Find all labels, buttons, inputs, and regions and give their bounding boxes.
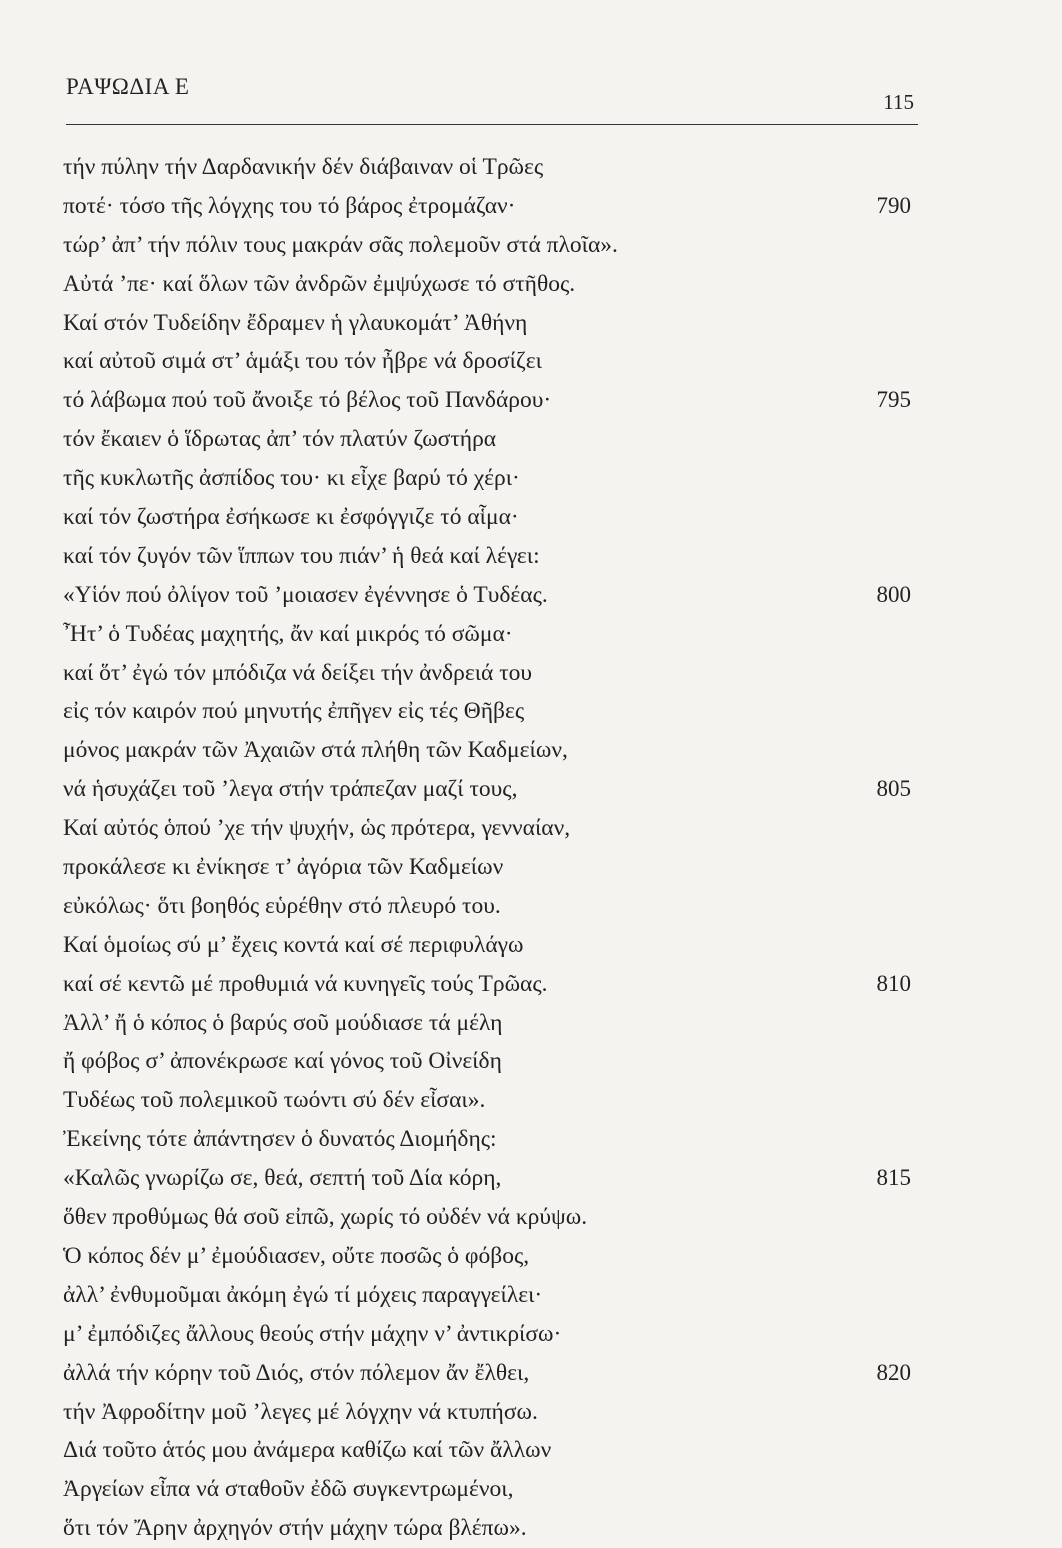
verse-line <box>63 1315 915 1354</box>
verse-text: Αὐτά ’πε· καί ὅλων τῶν ἀνδρῶν ἐμψύχωσε τό στῆθος. <box>63 270 576 297</box>
running-head: ΡΑΨΩΔΙΑ Ε <box>66 74 190 99</box>
verse-text: τήν Ἀφροδίτην μοῦ ’λεγες μέ λόγχην νά κτυπήσω. <box>63 1398 538 1425</box>
verse-text: καί ὅτ’ ἐγώ τόν μπόδιζα νά δείξει τήν ἀνδρειά του <box>63 659 533 686</box>
verse-line <box>63 965 915 1004</box>
verse-text: μόνος μακράν τῶν Ἀχαιῶν στά πλήθη τῶν Καδμείων, <box>63 737 568 764</box>
verse-line <box>63 148 915 187</box>
verse-line <box>63 187 915 226</box>
verse-text: εὐκόλως· ὅτι βοηθός εὑρέθην στό πλευρό του. <box>63 892 501 919</box>
line-number: 820 <box>876 1359 911 1385</box>
verse-line <box>63 381 915 420</box>
verse-text: Καί στόν Τυδείδην ἔδραμεν ἡ γλαυκομάτ’ Ἀθήνη <box>63 309 528 336</box>
verse-line <box>63 342 915 381</box>
verse-line <box>63 926 915 965</box>
verse-line <box>63 731 915 770</box>
verse-line <box>63 265 915 304</box>
verse-text: ἤ φόβος σ’ ἀπονέκρωσε καί γόνος τοῦ Οἰνείδη <box>63 1048 502 1075</box>
verse-line <box>63 1198 915 1237</box>
verse-text: ἀλλά τήν κόρην τοῦ Διός, στόν πόλεμον ἄν ἔλθει, <box>63 1359 530 1386</box>
verse-text: νά ἡσυχάζει τοῦ ’λεγα στήν τράπεζαν μαζί τους, <box>63 776 518 803</box>
page-number: 115 <box>883 90 914 114</box>
verse-text: τόν ἔκαιεν ὁ ἵδρωτας ἀπ’ τόν πλατύν ζωστήρα <box>63 426 497 453</box>
line-number: 790 <box>876 192 911 218</box>
verse-line <box>63 1431 915 1470</box>
verse-line <box>63 809 915 848</box>
verse-line <box>63 1509 915 1548</box>
verse-text: Ἀργείων εἶπα νά σταθοῦν ἐδῶ συγκεντρωμένοι, <box>63 1476 514 1503</box>
verse-line <box>63 1120 915 1159</box>
verse-block <box>63 148 915 1548</box>
verse-line <box>63 1159 915 1198</box>
verse-text: καί αὐτοῦ σιμά στ’ ἁμάξι του τόν ἦβρε νά δροσίζει <box>63 348 542 375</box>
verse-line <box>63 304 915 343</box>
verse-line <box>63 1393 915 1432</box>
verse-text: «Υἱόν πού ὀλίγον τοῦ ’μοιασεν ἐγέννησε ὁ Τυδέας. <box>63 581 548 608</box>
verse-text: καί τόν ζωστήρα ἐσήκωσε κι ἐσφόγγιζε τό αἷμα· <box>63 504 519 531</box>
line-number: 815 <box>876 1165 911 1191</box>
verse-line <box>63 887 915 926</box>
verse-text: Ἐκείνης τότε ἀπάντησεν ὁ δυνατός Διομήδης: <box>63 1126 497 1153</box>
verse-line <box>63 1237 915 1276</box>
verse-line <box>63 848 915 887</box>
verse-text: Ἀλλ’ ἤ ὁ κόπος ὁ βαρύς σοῦ μούδιασε τά μέλη <box>63 1009 503 1036</box>
verse-text: ποτέ· τόσο τῆς λόγχης του τό βάρος ἐτρομάζαν· <box>63 192 516 219</box>
verse-line <box>63 1470 915 1509</box>
verse-text: Τυδέως τοῦ πολεμικοῦ τωόντι σύ δέν εἶσαι». <box>63 1087 486 1114</box>
verse-text: τώρ’ ἀπ’ τήν πόλιν τους μακράν σᾶς πολεμοῦν στά πλοῖα». <box>63 231 618 258</box>
verse-text: «Καλῶς γνωρίζω σε, θεά, σεπτή τοῦ Δία κόρη, <box>63 1165 502 1192</box>
line-number: 800 <box>876 581 911 607</box>
verse-line <box>63 498 915 537</box>
page-header <box>66 62 918 125</box>
verse-line <box>63 615 915 654</box>
verse-line <box>63 420 915 459</box>
verse-text: Ἦτ’ ὁ Τυδέας μαχητής, ἄν καί μικρός τό σῶμα· <box>63 620 513 647</box>
verse-text: ἀλλ’ ἐνθυμοῦμαι ἀκόμη ἐγώ τί μόχεις παραγγείλει· <box>63 1281 543 1308</box>
verse-text: Ὁ κόπος δέν μ’ ἐμούδιασεν, οὔτε ποσῶς ὁ φόβος, <box>63 1242 530 1269</box>
line-number: 810 <box>876 970 911 996</box>
line-number: 795 <box>876 387 911 413</box>
verse-text: εἰς τόν καιρόν πού μηνυτής ἐπῆγεν εἰς τές Θῆβες <box>63 698 525 725</box>
verse-text: Διά τοῦτο ἁτός μου ἀνάμερα καθίζω καί τῶν ἄλλων <box>63 1437 552 1464</box>
verse-text: καί τόν ζυγόν τῶν ἵππων του πιάν’ ἡ θεά καί λέγει: <box>63 542 540 569</box>
verse-line <box>63 654 915 693</box>
verse-text: τῆς κυκλωτῆς ἀσπίδος του· κι εἶχε βαρύ τό χέρι· <box>63 465 520 492</box>
verse-text: Καί αὐτός ὁπού ’χε τήν ψυχήν, ὡς πρότερα, γενναίαν, <box>63 815 571 842</box>
verse-line <box>63 1004 915 1043</box>
line-number: 805 <box>876 776 911 802</box>
verse-line <box>63 692 915 731</box>
verse-text: τήν πύλην τήν Δαρδανικήν δέν διάβαιναν οἱ Τρῶες <box>63 154 544 180</box>
verse-line <box>63 770 915 809</box>
verse-line <box>63 1276 915 1315</box>
verse-text: καί σέ κεντῶ μέ προθυμιά νά κυνηγεῖς τούς Τρῶας. <box>63 970 548 997</box>
verse-text: μ’ ἐμπόδιζες ἄλλους θεούς στήν μάχην ν’ ἀντικρίσω· <box>63 1320 562 1347</box>
verse-line <box>63 576 915 615</box>
verse-line <box>63 1081 915 1120</box>
verse-line <box>63 537 915 576</box>
verse-line <box>63 1354 915 1393</box>
verse-line <box>63 1042 915 1081</box>
verse-line <box>63 459 915 498</box>
verse-text: ὅθεν προθύμως θά σοῦ εἰπῶ, χωρίς τό οὐδέν νά κρύψω. <box>63 1204 588 1231</box>
verse-text: προκάλεσε κι ἐνίκησε τ’ ἀγόρια τῶν Καδμείων <box>63 854 504 881</box>
verse-text: τό λάβωμα πού τοῦ ἄνοιξε τό βέλος τοῦ Πανδάρου· <box>63 387 552 414</box>
verse-line <box>63 226 915 265</box>
verse-text: Καί ὁμοίως σύ μ’ ἔχεις κοντά καί σέ περιφυλάγω <box>63 931 524 958</box>
verse-text: ὅτι τόν Ἄρην ἀρχηγόν στήν μάχην τώρα βλέπω». <box>63 1515 527 1542</box>
